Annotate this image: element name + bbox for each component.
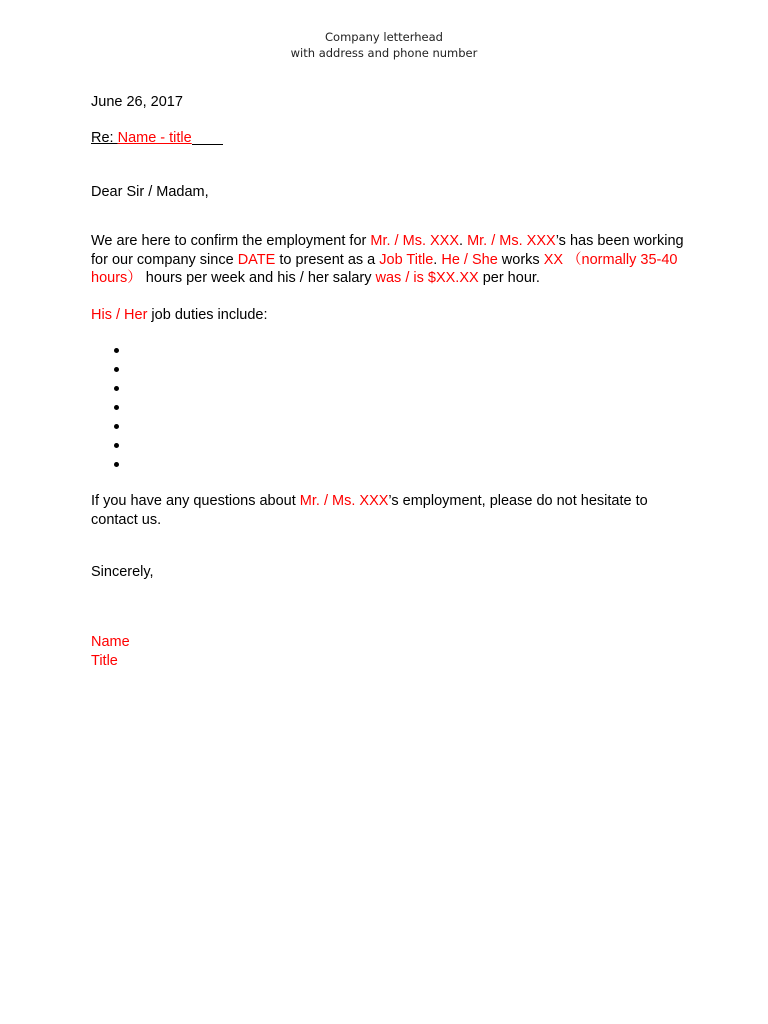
duties-placeholder-pronoun: His / Her — [91, 307, 148, 323]
list-item — [111, 417, 123, 436]
list-item — [111, 341, 123, 360]
para1-placeholder-name-2: Mr. / Ms. XXX — [467, 233, 556, 249]
duties-text: job duties include: — [147, 307, 268, 323]
para1-placeholder-pronoun: He / She — [441, 251, 498, 268]
list-item — [111, 379, 123, 398]
para1-text-4: to present as a — [275, 251, 380, 268]
letterhead-line-1: Company letterhead — [325, 30, 443, 44]
para1-placeholder-salary: was / is $XX.XX — [375, 270, 479, 286]
para1-text-2: . — [459, 233, 468, 249]
signature-title: Title — [91, 653, 118, 669]
duties-bullet-list — [111, 341, 123, 474]
para1-text-7: hours per week and his / her salary — [141, 270, 376, 286]
re-underline-blank — [192, 130, 223, 145]
letterhead-line-2: with address and phone number — [290, 46, 478, 60]
para1-text-8: per hour. — [478, 270, 540, 286]
list-item — [111, 436, 123, 455]
confirmation-paragraph — [91, 232, 691, 288]
list-item — [111, 455, 123, 474]
closing: Sincerely, — [91, 564, 154, 580]
para2-text-1: If you have any questions about — [91, 493, 300, 509]
para1-text-1: We are here to confirm the employment for — [91, 233, 371, 249]
salutation: Dear Sir / Madam, — [91, 184, 209, 200]
para1-placeholder-name-1: Mr. / Ms. XXX — [370, 233, 460, 249]
para1-placeholder-job-title: Job Title — [379, 251, 434, 268]
para2-placeholder-name: Mr. / Ms. XXX — [299, 493, 389, 509]
list-item — [111, 360, 123, 379]
para1-placeholder-date: DATE — [237, 251, 276, 268]
questions-paragraph — [91, 492, 691, 529]
para2-text-2: ’s employment, please do not hesitate to contact us. — [91, 493, 648, 528]
duties-intro — [91, 306, 691, 325]
list-item — [111, 398, 123, 417]
re-placeholder: Name - title — [117, 130, 192, 146]
letterhead — [0, 29, 768, 61]
para1-placeholder-hours: XX （normally 35-40 hours） — [91, 251, 678, 286]
letter-date: June 26, 2017 — [91, 94, 183, 110]
re-line — [91, 129, 691, 148]
re-label: Re: — [91, 130, 118, 146]
para1-text-5: . — [433, 251, 442, 268]
signature-name: Name — [91, 634, 130, 650]
para1-text-6: works — [497, 251, 544, 268]
para1-text-3: ’s has been working for our company since — [91, 233, 684, 268]
